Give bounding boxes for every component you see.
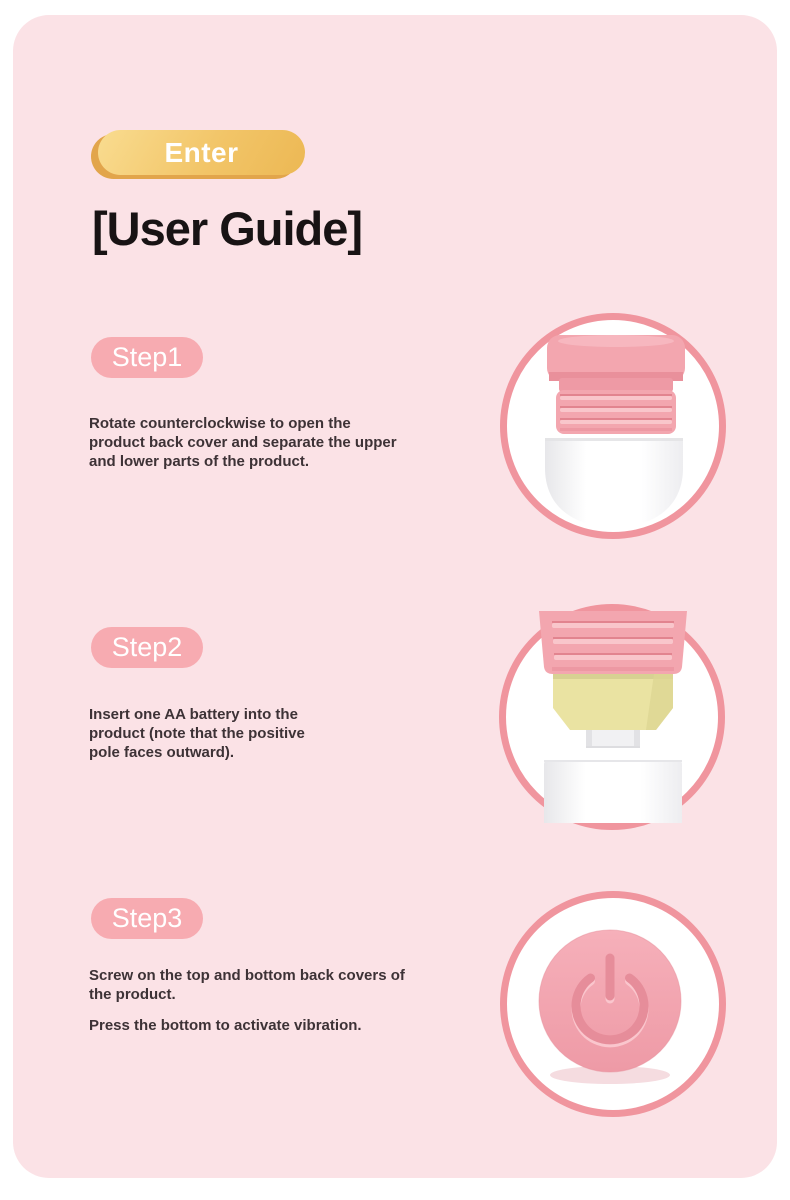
battery-installation-illustration xyxy=(506,611,718,823)
enter-badge-label: Enter xyxy=(164,137,239,168)
text-line: pole faces outward). xyxy=(89,744,235,761)
power-button-illustration xyxy=(507,898,719,1110)
text-line: product back cover and separate the upper xyxy=(89,434,397,451)
text-line: Screw on the top and bottom back covers of xyxy=(89,967,405,984)
cap-and-body-illustration xyxy=(507,320,719,532)
text-line: product (note that the positive xyxy=(89,725,305,742)
text-line: Insert one AA battery into the xyxy=(89,706,298,723)
step-2-description xyxy=(89,705,305,762)
step-3-paragraph-2 xyxy=(89,1016,405,1035)
enter-badge[interactable] xyxy=(98,130,305,175)
step-2-paragraph xyxy=(89,705,305,762)
step-1-image-circle xyxy=(500,313,726,539)
step-3-badge xyxy=(91,898,203,939)
step-3-description xyxy=(89,966,405,1035)
step-1-badge xyxy=(91,337,203,378)
step-3-label: Step3 xyxy=(111,903,183,933)
step-2-label: Step2 xyxy=(111,632,183,662)
text-line: Press the bottom to activate vibration. xyxy=(89,1017,362,1034)
step-1-paragraph xyxy=(89,414,397,471)
step-3-image-circle xyxy=(500,891,726,1117)
page-title: [User Guide] xyxy=(92,202,363,255)
text-line: the product. xyxy=(89,986,176,1003)
step-2-badge xyxy=(91,627,203,668)
step-2-image-circle xyxy=(499,604,725,830)
step-1-description xyxy=(89,414,397,471)
text-line: Rotate counterclockwise to open the xyxy=(89,415,351,432)
step-1-label: Step1 xyxy=(111,342,183,372)
step-3-paragraph-1 xyxy=(89,966,405,1004)
user-guide-card xyxy=(13,15,777,1178)
text-line: and lower parts of the product. xyxy=(89,453,310,470)
